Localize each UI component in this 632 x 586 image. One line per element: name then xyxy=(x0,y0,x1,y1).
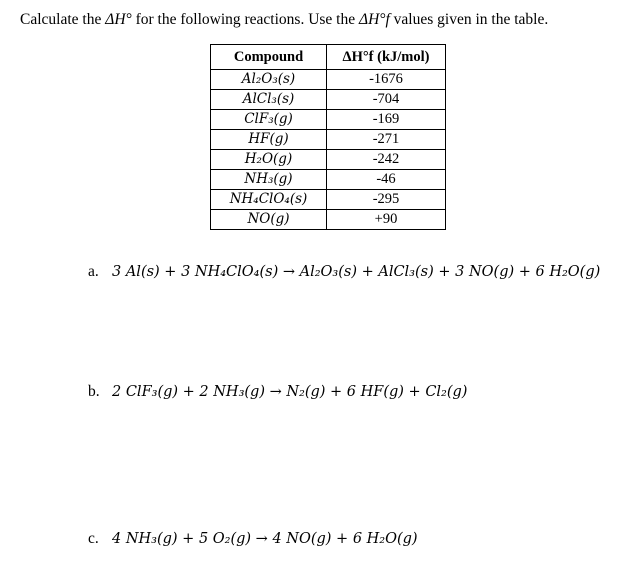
compound-cell: NH₄ClO₄(s) xyxy=(211,190,327,210)
value-cell: -1676 xyxy=(327,70,446,90)
value-cell: -295 xyxy=(327,190,446,210)
reaction-equation: 2 ClF₃(g) + 2 NH₃(g) → N₂(g) + 6 HF(g) + Cl₂(g) xyxy=(112,384,468,400)
delta-h-symbol: ΔH° xyxy=(105,11,132,28)
reaction-b xyxy=(88,383,467,401)
reaction-letter: a. xyxy=(88,263,99,280)
compound-cell: AlCl₃(s) xyxy=(211,90,327,110)
header-delta-hf: ΔH°f (kJ/mol) xyxy=(327,45,446,70)
instruction-pre: Calculate the xyxy=(20,11,106,28)
compound-cell: H₂O(g) xyxy=(211,150,327,170)
instruction-text xyxy=(20,11,548,29)
value-cell: +90 xyxy=(327,210,446,230)
table-row xyxy=(211,70,446,90)
delta-hf-symbol: ΔH°f xyxy=(359,11,390,28)
value-cell: -169 xyxy=(327,110,446,130)
compound-cell: NO(g) xyxy=(211,210,327,230)
table-header-row xyxy=(211,45,446,70)
value-cell: -46 xyxy=(327,170,446,190)
table-row xyxy=(211,190,446,210)
table-row xyxy=(211,110,446,130)
value-cell: -704 xyxy=(327,90,446,110)
enthalpy-table xyxy=(210,44,446,230)
reaction-c xyxy=(88,530,418,548)
compound-cell: ClF₃(g) xyxy=(211,110,327,130)
compound-cell: Al₂O₃(s) xyxy=(211,70,327,90)
table-row xyxy=(211,150,446,170)
table-row xyxy=(211,210,446,230)
reaction-equation: 4 NH₃(g) + 5 O₂(g) → 4 NO(g) + 6 H₂O(g) xyxy=(112,531,418,547)
header-compound: Compound xyxy=(211,45,327,70)
instruction-post: values given in the table. xyxy=(389,11,549,28)
table-row xyxy=(211,90,446,110)
reaction-a xyxy=(88,263,600,281)
instruction-mid: for the following reactions. Use the xyxy=(131,11,359,28)
table-row xyxy=(211,130,446,150)
compound-cell: NH₃(g) xyxy=(211,170,327,190)
reaction-letter: b. xyxy=(88,383,100,400)
reaction-equation: 3 Al(s) + 3 NH₄ClO₄(s) → Al₂O₃(s) + AlCl₃(s) + 3 NO(g) + 6 H₂O(g) xyxy=(112,264,601,280)
reaction-letter: c. xyxy=(88,530,99,547)
table-row xyxy=(211,170,446,190)
value-cell: -242 xyxy=(327,150,446,170)
compound-cell: HF(g) xyxy=(211,130,327,150)
value-cell: -271 xyxy=(327,130,446,150)
